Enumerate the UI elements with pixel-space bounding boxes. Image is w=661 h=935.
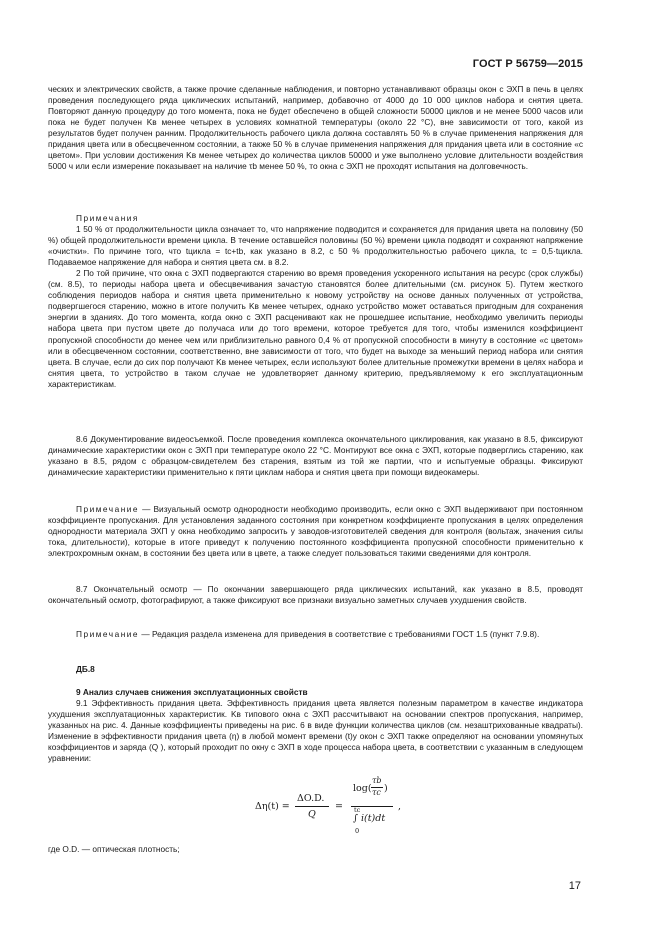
note-2: 2 По той причине, что окна с ЭХП подвергаются старению во время проведения ускоренного испытания на ресурс (срок службы) (см. 8.5), то периоды набора цвета и обесцвечивания зачастую становятся более длительными (см. рисунок 5). Путем жесткого соблюдения периодов набора и снятия цвета применительно к новому устройству на основе данных полученных от устройства, подвергшегося старению, можно в итоге получить Kв менее четырех, однако устройство может оставаться пригодным для сохранения энергии в зданиях. До того момента, когда окно с ЭХП расценивают как не прошедшее испытание, необходимо увеличить периоды набора цвета при пустом цвете до получаса или до того времени, которое требуется для того, чтобы изменился коэффициент пропускной способности до менее чем или приблизительно равного 0,4 % от пропускной способности в минуту в состояние «с цветом» или в обесцвеченном состоянии, соответственно, вне зависимости от того, что будет на выходе за меньший период набора или снятия цвета. В случае, если до сих пор получают Kв менее четырех, если используют более длительные промежутки времени в целях набора и снятия цвета, то устройство в таком случае не удовлетворяет данному критерию, предъявляемому к его эксплуатационным характеристикам. <box>48 268 583 389</box>
section-9-title: 9 Анализ случаев снижения эксплуатационных свойств <box>76 687 308 697</box>
section-8-7 <box>48 584 583 606</box>
note-label: Примечание <box>76 629 140 639</box>
where-clause: где O.D. — оптическая плотность; <box>48 844 180 854</box>
standard-header: ГОСТ Р 56759—2015 <box>472 58 583 70</box>
paragraph-8-6: 8.6 Документирование видеосъемкой. После проведения комплекса окончательного циклирования, как указано в 8.5, фиксируют динамические характеристики окон с ЭХП при температуре около 22 °С. Монтируют все окна с ЭХП, которые подверглись старению, как указано в 8.5, рядом с образцом-свидетелем без старения, взятым из той же партии, что и испытуемые образцы. Фиксируют динамические характеристики применительно к пяти циклам набора и снятия цвета при помощи видеокамеры. <box>48 434 583 478</box>
section-db8 <box>48 664 583 675</box>
fraction-bar <box>295 806 329 807</box>
note-label: Примечание <box>76 504 140 514</box>
integral-upper-limit: tc <box>354 806 361 814</box>
section-9 <box>48 687 583 764</box>
paragraph-9-1: 9.1 Эффективность придания цвета. Эффективность придания цвета является полезным параметром в качестве индикатора ухудшения эксплуатационных характеристик. Kв типового окна с ЭХП рассчитывают на основании спектров пропускания, например, указанных на рис. 4. Данные коэффициенты приведены на рис. 6 в виде функции количества циклов (см. незаштрихованные квадраты). Изменение в эффективности придания цвета (η) в любой момент времени (t)у окон с ЭХП также определяют на основании упомянутых коэффициентов и заряда (Q ), который проходит по окну с ЭХП в ходе процесса набора цвета, в соответствии с указанным в следующем уравнении: <box>48 698 583 764</box>
formula-comma: , <box>398 801 402 812</box>
note-text: — Редакция раздела изменена для приведения в соответствие с требованиями ГОСТ 1.5 (пункт 7.9.8). <box>139 629 540 639</box>
formula-delta-eta <box>255 776 435 835</box>
note-1: 1 50 % от продолжительности цикла означает то, что напряжение подводится и сохраняется для придания цвета на половину (50 %) общей продолжительности времени цикла. В течение оставшейся половины (50 %) времени цикла подводят и сохраняют напряжение «очистки». По причине того, что tцикла = tc+tb, как указано в 8.2, с 50 % продолжительностью рабочего цикла, tc = 0,5·tцикла. Подаваемое напряжение для набора и снятия цвета см. в 8.2. <box>48 224 583 268</box>
formula-tau-c: τc <box>372 788 381 797</box>
formula-denominator: Q <box>308 809 316 820</box>
note-8-7 <box>48 629 583 640</box>
formula-numerator: ΔO.D. <box>297 793 325 804</box>
paragraph-continuation <box>48 84 583 172</box>
notes-block <box>48 213 583 390</box>
note-8-6 <box>48 504 583 559</box>
note-text: — Визуальный осмотр однородности необходимо производить, если окно с ЭХП выдерживают при постоянном коэффициенте пропускания. Для установления заданного состояния при конкретном коэффициенте пропускания в целях определения однородности материала ЭХП у окна необходимо запросить у заводов-изготовителей сведения для контроля (вольтаж, значения силы тока, длительности), которые в итоге приведут к получению постоянного коэффициента пропускной способности применительно к электрохромным окнам, в состоянии без цвета или в цвете, а также следует пользоваться такими сведениями для контроля. <box>48 504 583 559</box>
paragraph-8-7: 8.7 Окончательный осмотр — По окончании завершающего ряда циклических испытаний, как указано в 8.5, проводят окончательный осмотр, фотографируют, а также фиксируют все признаки визуально заметных случаев ухудшения свойств. <box>48 584 583 606</box>
page-number: 17 <box>568 880 581 892</box>
note-8-7-block <box>48 629 583 640</box>
formula-close-paren: ) <box>384 783 388 794</box>
notes-title: Примечания <box>76 213 139 223</box>
formula-integral: ∫ i(t)dt <box>353 813 386 824</box>
formula-lhs: Δη(t) = <box>255 801 290 812</box>
formula-tau-b: τb <box>372 776 382 785</box>
section-8-6 <box>48 434 583 478</box>
integral-lower-limit: 0 <box>355 827 360 835</box>
formula-equals: = <box>335 801 343 812</box>
note-8-6-block <box>48 504 583 559</box>
paragraph-text: ческих и электрических свойств, а также прочие сделанные наблюдения, и повторно устанавливают образцы окон с ЭХП в печь в целях проведения последующего ряда циклических испытаний, например, добавочно от 4000 до 10 000 циклов набора и снятия цвета. Повторяют данную процедуру до того момента, пока не будет обеспечено в общей сложности 50000 циклов и не менее 5000 часов или пока не будет получен Kв менее четырех в условиях комнатной температуры (около 22 °С), вне зависимости от того, какой из результатов будет получен ранним. Продолжительность рабочего цикла должна составлять 50 % в случае применения напряжения для придания цвета или в обесцвеченном состоянии, а также 50 % в случае применения напряжения для придания цвета или в состояние «с цветом». При условии достижения Kв менее четырех до количества циклов 50000 и уже выполнено условие длительности воздействия 5000 ч или если измерение показывает на наличие τb менее 50 %, то окна с ЭХП не проходят испытания на долговечность. <box>48 84 583 172</box>
formula-log: log( <box>353 783 372 794</box>
section-db8-title: ДБ.8 <box>76 664 95 674</box>
